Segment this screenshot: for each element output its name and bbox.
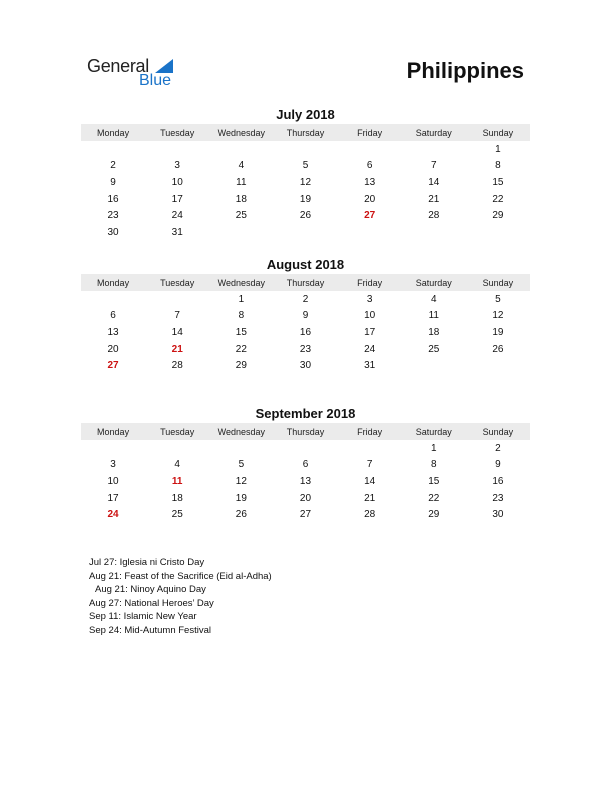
week-row — [81, 158, 530, 175]
day-cell: 24 — [364, 343, 376, 355]
day-cell: 21 — [364, 492, 376, 504]
weekday-label: Friday — [357, 426, 383, 437]
weekday-label: Saturday — [415, 127, 452, 138]
holiday-note: Aug 21: Feast of the Sacrifice (Eid al-Adha) — [89, 570, 272, 582]
day-cell: 22 — [235, 343, 247, 355]
day-cell: 30 — [299, 360, 312, 372]
holiday-day-cell: 21 — [171, 343, 183, 355]
day-cell: 14 — [171, 326, 183, 338]
day-cell: 19 — [235, 492, 247, 504]
week-row — [81, 457, 530, 474]
day-cell: 15 — [428, 475, 440, 487]
day-cell: 18 — [428, 326, 440, 338]
day-cell: 30 — [107, 226, 119, 238]
logo-text-blue: Blue — [139, 72, 172, 89]
day-cell: 10 — [171, 176, 183, 188]
day-cell: 28 — [364, 509, 376, 521]
day-cell: 17 — [364, 326, 376, 338]
day-cell: 4 — [174, 459, 180, 471]
day-cell: 6 — [366, 160, 373, 172]
day-cell: 4 — [430, 293, 437, 305]
day-cell: 26 — [492, 343, 504, 355]
day-cell: 16 — [299, 326, 312, 338]
weekday-label: Saturday — [415, 426, 452, 437]
weekday-label: Tuesday — [160, 127, 195, 138]
day-cell: 15 — [492, 176, 504, 188]
week-row — [81, 141, 530, 158]
weekday-label: Sunday — [482, 426, 514, 437]
day-cell: 5 — [495, 293, 501, 305]
day-cell: 2 — [110, 160, 116, 172]
week-row — [81, 191, 530, 208]
holiday-note: Jul 27: Iglesia ni Cristo Day — [89, 557, 205, 568]
day-cell: 12 — [235, 475, 247, 487]
weekday-label: Sunday — [482, 127, 514, 138]
day-cell: 16 — [492, 475, 504, 487]
holiday-notes — [89, 556, 272, 638]
day-cell: 25 — [235, 210, 247, 222]
day-cell: 18 — [171, 492, 183, 504]
weekday-label: Wednesday — [217, 426, 266, 437]
month-calendar — [81, 405, 530, 523]
day-cell: 23 — [299, 343, 312, 355]
day-cell: 6 — [302, 459, 309, 471]
week-row — [81, 357, 530, 374]
day-cell: 2 — [302, 293, 309, 305]
day-cell: 9 — [110, 176, 116, 188]
day-cell: 8 — [495, 160, 501, 172]
day-cell: 12 — [299, 176, 312, 188]
weekday-header — [81, 274, 530, 291]
day-cell: 11 — [236, 176, 247, 188]
day-cell: 7 — [174, 310, 180, 322]
weekday-label: Wednesday — [217, 277, 266, 288]
month-calendar — [81, 256, 530, 374]
day-cell: 22 — [492, 193, 504, 205]
weekday-label: Tuesday — [160, 426, 195, 437]
weekday-label: Monday — [97, 277, 130, 288]
day-cell: 25 — [171, 509, 183, 521]
weekday-label: Thursday — [286, 127, 325, 138]
day-cell: 1 — [495, 143, 501, 155]
country-title: Philippines — [406, 58, 524, 83]
day-cell: 31 — [364, 360, 376, 372]
day-cell: 6 — [110, 310, 116, 322]
day-cell: 14 — [428, 176, 440, 188]
day-cell: 12 — [492, 310, 504, 322]
day-cell: 16 — [107, 193, 119, 205]
day-cell: 9 — [302, 310, 309, 322]
weekday-label: Monday — [97, 426, 130, 437]
day-cell: 13 — [299, 475, 312, 487]
day-cell: 8 — [430, 459, 437, 471]
day-cell: 5 — [302, 160, 309, 172]
day-cell: 21 — [428, 193, 440, 205]
day-cell: 18 — [235, 193, 247, 205]
week-row — [81, 324, 530, 341]
weekday-header — [81, 423, 530, 440]
day-cell: 17 — [171, 193, 183, 205]
weekday-label: Tuesday — [160, 277, 195, 288]
day-cell: 23 — [492, 492, 504, 504]
holiday-day-cell: 27 — [364, 210, 376, 222]
week-row — [81, 341, 530, 358]
day-cell: 3 — [110, 459, 116, 471]
day-cell: 28 — [428, 210, 440, 222]
logo-text-general: General — [87, 56, 149, 76]
day-cell: 13 — [107, 326, 119, 338]
day-cell: 15 — [235, 326, 247, 338]
brand-logo — [87, 56, 187, 92]
logo-triangle-icon — [155, 59, 173, 73]
holiday-day-cell: 24 — [107, 509, 119, 521]
holiday-day-cell: 27 — [107, 360, 119, 372]
day-cell: 10 — [107, 475, 119, 487]
holiday-note: Sep 24: Mid-Autumn Festival — [89, 624, 211, 636]
day-cell: 3 — [174, 160, 180, 172]
day-cell: 20 — [364, 193, 376, 205]
day-cell: 17 — [107, 492, 119, 504]
holiday-note: Aug 21: Ninoy Aquino Day — [95, 584, 206, 596]
day-cell: 19 — [492, 326, 504, 338]
day-cell: 25 — [428, 343, 440, 355]
day-cell: 26 — [235, 509, 247, 521]
day-cell: 31 — [171, 226, 183, 238]
day-cell: 14 — [364, 475, 376, 487]
day-cell: 7 — [430, 160, 437, 172]
weekday-label: Friday — [357, 277, 383, 288]
week-row — [81, 224, 530, 241]
week-row — [81, 174, 530, 191]
day-cell: 1 — [430, 442, 437, 454]
weekday-label: Thursday — [286, 277, 325, 288]
day-cell: 29 — [235, 360, 247, 372]
day-cell: 9 — [495, 459, 501, 471]
day-cell: 3 — [366, 293, 373, 305]
day-cell: 29 — [428, 509, 440, 521]
day-cell: 26 — [299, 210, 312, 222]
weekday-label: Monday — [97, 127, 130, 138]
day-cell: 19 — [299, 193, 312, 205]
day-cell: 7 — [366, 459, 373, 471]
day-cell: 5 — [238, 459, 245, 471]
day-cell: 8 — [238, 310, 245, 322]
week-row — [81, 291, 530, 308]
weekday-label: Wednesday — [217, 127, 266, 138]
week-row — [81, 506, 530, 523]
day-cell: 13 — [364, 176, 376, 188]
holiday-note: Sep 11: Islamic New Year — [89, 611, 197, 623]
day-cell: 4 — [238, 160, 245, 172]
month-calendar — [81, 106, 530, 241]
day-cell: 20 — [107, 343, 119, 355]
weekday-label: Friday — [357, 127, 383, 138]
day-cell: 1 — [238, 293, 245, 305]
weekday-label: Saturday — [415, 277, 452, 288]
weekday-label: Sunday — [482, 277, 514, 288]
day-cell: 20 — [299, 492, 312, 504]
day-cell: 23 — [107, 210, 119, 222]
weekday-label: Thursday — [286, 426, 325, 437]
day-cell: 2 — [495, 442, 501, 454]
week-row — [81, 207, 530, 224]
day-cell: 10 — [364, 310, 376, 322]
week-row — [81, 490, 530, 507]
month-title: August 2018 — [266, 257, 345, 272]
day-cell: 24 — [171, 210, 183, 222]
day-cell: 11 — [428, 310, 439, 322]
week-row — [81, 473, 530, 490]
weekday-header — [81, 124, 530, 141]
day-cell: 27 — [299, 509, 312, 521]
day-cell: 28 — [171, 360, 183, 372]
day-cell: 29 — [492, 210, 504, 222]
holiday-day-cell: 11 — [171, 475, 183, 487]
day-cell: 22 — [428, 492, 440, 504]
month-title: July 2018 — [276, 107, 335, 122]
holiday-note: Aug 27: National Heroes’ Day — [89, 597, 214, 609]
month-title: September 2018 — [255, 406, 356, 421]
week-row — [81, 308, 530, 325]
day-cell: 30 — [492, 509, 504, 521]
week-row — [81, 440, 530, 457]
